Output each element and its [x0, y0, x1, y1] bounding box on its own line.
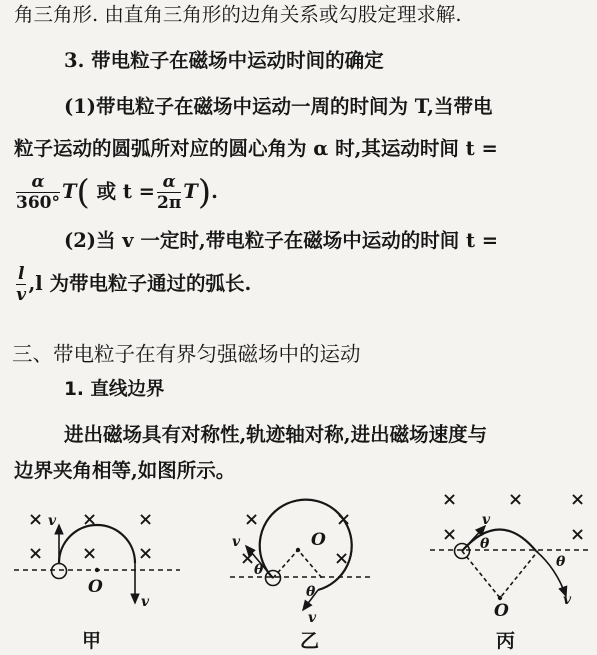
figure-label-yi: 乙 [300, 630, 320, 652]
velocity-label: v [482, 512, 491, 528]
center-point [95, 568, 99, 572]
cross-mark: × [138, 509, 154, 530]
angle-label: θ [556, 554, 566, 570]
fraction-denominator-v: v [16, 285, 27, 305]
velocity-label: v [563, 592, 572, 608]
text-line-6: (2)当 v 一定时,带电粒子在磁场中运动的时间 t = [64, 229, 499, 252]
cross-mark: × [82, 509, 98, 530]
center-label: O [494, 601, 509, 621]
center-label: O [88, 577, 103, 597]
cross-mark: × [570, 489, 586, 510]
fraction-numerator-l: l [18, 264, 25, 284]
cross-mark: × [442, 524, 458, 545]
particle [52, 564, 67, 579]
center-point-3 [498, 596, 502, 600]
cross-mark: × [336, 509, 352, 530]
center-label: O [311, 530, 326, 550]
formula-or-text: 或 t = [96, 180, 156, 203]
section-heading: 三、带电粒子在有界匀强磁场中的运动 [12, 342, 361, 366]
text-line-1: 角三角形. 由直角三角形的边角关系或勾股定理求解. [14, 3, 462, 26]
cross-mark: × [82, 543, 98, 564]
angle-label: θ [306, 584, 316, 600]
cross-mark: × [508, 489, 524, 510]
cross-mark: × [28, 509, 44, 530]
velocity-label: v [308, 610, 317, 626]
center-point-2 [296, 548, 300, 552]
velocity-label: v [48, 513, 57, 529]
velocity-label: v [232, 534, 241, 550]
formula-symbol-T: T [62, 180, 77, 203]
subheading-straight-boundary: 1. 直线边界 [64, 379, 165, 400]
fraction-numerator-2: α [157, 172, 181, 193]
radius-lines-3 [462, 551, 538, 598]
cross-mark: × [570, 524, 586, 545]
cross-mark: × [28, 543, 44, 564]
angle-label: θ [480, 536, 490, 552]
cross-mark: × [240, 548, 256, 569]
cross-mark: × [334, 548, 350, 569]
cross-mark: × [138, 543, 154, 564]
arc-length-text: ,l 为带电粒子通过的弧长. [28, 272, 252, 295]
cross-mark: × [442, 489, 458, 510]
cross-mark: × [244, 509, 260, 530]
fraction-denominator: 360° [16, 193, 60, 213]
figure-label-bing: 丙 [496, 630, 516, 652]
formula-end-period: . [211, 180, 218, 203]
trajectory-arc-3 [462, 530, 536, 552]
radius-lines-2 [273, 550, 322, 578]
text-line-10: 进出磁场具有对称性,轨迹轴对称,进出磁场速度与 [64, 423, 488, 446]
subheading-time-determination: 3. 带电粒子在磁场中运动时间的确定 [64, 49, 384, 72]
fraction-numerator: α [16, 172, 60, 193]
formula-symbol-T-2: T [183, 180, 198, 203]
fraction-denominator-2: 2π [157, 193, 182, 213]
figure-label-jia: 甲 [82, 630, 102, 652]
text-line-3: (1)带电粒子在磁场中运动一周的时间为 T,当带电 [64, 95, 493, 118]
formula-period-fraction: $\frac{\alpha}{360^\circ}$ T( 或 t = $\frac{\alpha}{2\pi}$ T). [16, 172, 218, 213]
angle-label: θ [254, 562, 264, 578]
text-line-4: 粒子运动的圆弧所对应的圆心角为 α 时,其运动时间 t = [14, 137, 498, 160]
velocity-label: v [141, 594, 150, 610]
text-line-11: 边界夹角相等,如图所示。 [14, 459, 236, 482]
